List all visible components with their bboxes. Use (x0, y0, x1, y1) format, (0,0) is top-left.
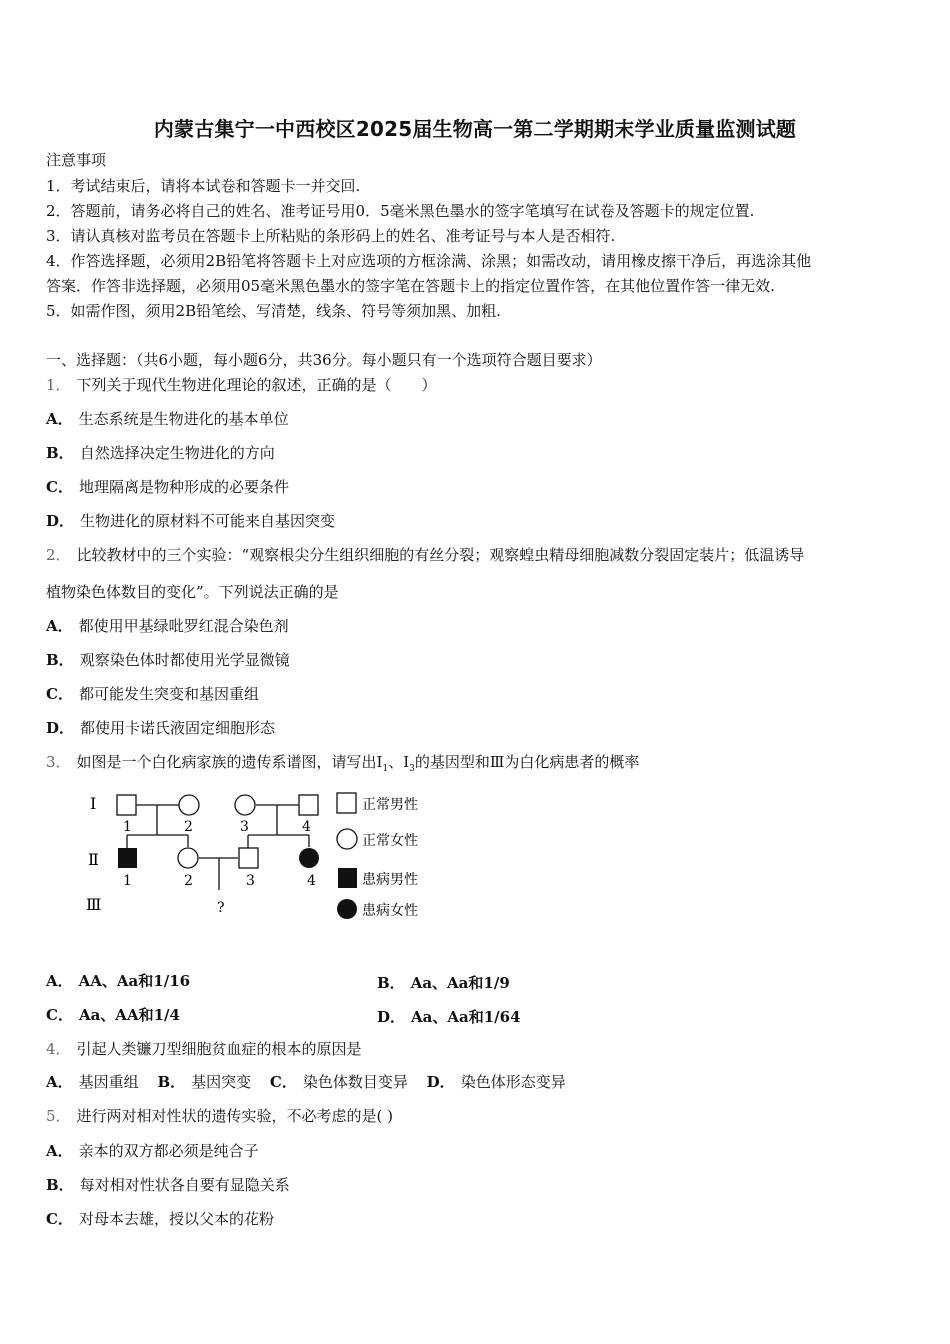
pedigree-chart (80, 785, 440, 930)
option-text: 基因重组 (78, 1073, 139, 1091)
notice-heading: 注意事项 (46, 151, 107, 169)
option-text: 每对相对性状各自要有显隐关系 (79, 1176, 290, 1194)
affected-female-symbol (299, 848, 319, 868)
individual-number: 2 (184, 819, 193, 835)
option-label: C． (46, 1006, 73, 1024)
question-number: 5． (46, 1107, 71, 1125)
page-title: 内蒙古集宁一中西校区2025届生物高一第二学期期末学业质量监测试题 (153, 117, 797, 141)
option-text: Aa、Aa和1/64 (411, 1008, 521, 1026)
section-heading: 一、选择题：（共6小题，每小题6分，共36分。每小题只有一个选项符合题目要求） (46, 351, 602, 369)
legend-label: 正常女性 (362, 833, 418, 849)
option-label: B． (46, 444, 74, 462)
q4-option-c (270, 1073, 408, 1091)
q2-option-d (46, 719, 906, 737)
q5-option-a (46, 1142, 906, 1160)
option-text: AA、Aa和1/16 (78, 972, 191, 990)
unknown-offspring-mark: ? (217, 900, 225, 916)
option-text: 生物进化的原材料不可能来自基因突变 (80, 512, 336, 530)
question-text: 下列关于现代生物进化理论的叙述，正确的是（ ） (76, 376, 437, 394)
option-label: A． (46, 1142, 73, 1160)
generation-label: Ⅰ (90, 794, 97, 813)
question-text: 引起人类镰刀型细胞贫血症的根本的原因是 (76, 1040, 362, 1058)
q2-option-a (46, 617, 906, 635)
option-label: C． (46, 1210, 73, 1228)
option-label: B． (46, 651, 74, 669)
notice-item: 1．考试结束后，请将本试卷和答题卡一并交回. (46, 177, 361, 195)
option-label: A． (46, 972, 73, 990)
question-number: 3． (46, 753, 71, 771)
affected-male-symbol (118, 848, 137, 868)
option-label: A． (46, 617, 73, 635)
normal-male-symbol (299, 795, 318, 815)
notice-item: 2．答题前，请务必将自己的姓名、准考证号用0．5毫米黑色墨水的签字笔填写在试卷及答题卡的规定位置. (46, 202, 755, 220)
option-text: 都可能发生突变和基因重组 (78, 685, 259, 703)
q5-option-c (46, 1210, 906, 1228)
individual-number: 4 (302, 819, 311, 835)
q2-option-b (46, 651, 906, 669)
question-text: 、Ⅰ (388, 753, 410, 771)
question-text: 如图是一个白化病家族的遗传系谱图，请写出Ⅰ (76, 753, 383, 771)
question-number: 2． (46, 546, 71, 564)
question-5-stem (46, 1107, 906, 1125)
q4-option-d (427, 1073, 566, 1091)
option-text: 生态系统是生物进化的基本单位 (78, 410, 289, 428)
option-label: C． (46, 478, 73, 496)
question-number: 1． (46, 376, 71, 394)
question-1-stem (46, 376, 906, 394)
option-label: B． (46, 1176, 74, 1194)
individual-number: 1 (123, 873, 132, 889)
legend-normal-female-icon (337, 829, 357, 849)
option-label: A． (46, 1073, 73, 1091)
subscript: 3 (409, 764, 415, 774)
question-text: 进行两对相对性状的遗传实验，不必考虑的是( ) (76, 1107, 394, 1125)
q1-option-a (46, 410, 906, 428)
normal-male-symbol (117, 795, 136, 815)
notice-item: 3．请认真核对监考员在答题卡上所粘贴的条形码上的姓名、准考证号与本人是否相符. (46, 227, 616, 245)
question-number: 4． (46, 1040, 71, 1058)
legend-normal-male-icon (337, 793, 356, 813)
q3-option-d (377, 1006, 521, 1027)
q4-option-a (46, 1073, 139, 1091)
q3-option-b (377, 972, 510, 993)
q2-option-c (46, 685, 906, 703)
option-text: Aa、Aa和1/9 (410, 974, 510, 992)
q4-option-b (157, 1073, 251, 1091)
normal-male-symbol (239, 848, 258, 868)
option-label: D． (377, 1008, 406, 1026)
normal-female-symbol (179, 795, 199, 815)
q1-option-c (46, 478, 906, 496)
normal-female-symbol (178, 848, 198, 868)
q1-option-d (46, 512, 906, 530)
option-label: A． (46, 410, 73, 428)
option-text: Aa、AA和1/4 (78, 1006, 180, 1024)
legend-label: 患病男性 (362, 872, 418, 888)
question-3-stem (46, 753, 906, 774)
option-text: 亲本的双方都必须是纯合子 (78, 1142, 259, 1160)
notice-item: 5．如需作图，须用2B铅笔绘、写清楚，线条、符号等须加黑、加粗. (46, 302, 501, 320)
subscript: 1 (382, 764, 389, 774)
generation-label: Ⅲ (86, 895, 102, 914)
option-label: C． (269, 1073, 297, 1091)
legend-label: 正常男性 (362, 797, 418, 813)
question-2-stem-cont: 植物染色体数目的变化”。下列说法正确的是 (46, 583, 339, 601)
notice-item: 4．作答选择题，必须用2B铅笔将答题卡上对应选项的方框涂满、涂黑；如需改动，请用橡皮擦干净后，再选涂其他 (46, 252, 812, 270)
option-label: B． (157, 1073, 186, 1091)
option-text: 染色体形态变异 (460, 1073, 566, 1091)
individual-number: 3 (240, 819, 249, 835)
individual-number: 3 (246, 873, 255, 889)
individual-number: 1 (123, 819, 132, 835)
option-label: D． (426, 1073, 455, 1091)
question-text: 的基因型和Ⅲ为白化病患者的概率 (414, 753, 640, 771)
q5-option-b (46, 1176, 906, 1194)
option-label: B． (377, 974, 405, 992)
legend-label: 患病女性 (362, 903, 418, 919)
option-text: 都使用卡诺氏液固定细胞形态 (80, 719, 276, 737)
question-text: 比较教材中的三个实验：“观察根尖分生组织细胞的有丝分裂；观察蝗虫精母细胞减数分裂固定装片；低温诱导 (76, 546, 805, 564)
individual-number: 2 (184, 873, 193, 889)
legend-affected-male-icon (338, 868, 357, 888)
individual-number: 4 (307, 873, 316, 889)
option-text: 观察染色体时都使用光学显微镜 (79, 651, 290, 669)
question-2-stem (46, 546, 906, 564)
q1-option-b (46, 444, 906, 462)
option-text: 对母本去雄，授以父本的花粉 (78, 1210, 274, 1228)
legend-affected-female-icon (337, 899, 357, 919)
option-text: 都使用甲基绿吡罗红混合染色剂 (78, 617, 289, 635)
option-text: 自然选择决定生物进化的方向 (79, 444, 275, 462)
option-text: 基因突变 (191, 1073, 252, 1091)
generation-label: Ⅱ (88, 850, 99, 869)
option-text: 地理隔离是物种形成的必要条件 (78, 478, 289, 496)
option-text: 染色体数目变异 (302, 1073, 408, 1091)
option-label: D． (46, 512, 75, 530)
q4-options (46, 1073, 906, 1091)
normal-female-symbol (235, 795, 255, 815)
notice-item: 答案．作答非选择题，必须用05毫米黑色墨水的签字笔在答题卡上的指定位置作答，在其他位置作答一律无效. (46, 277, 775, 295)
option-label: D． (46, 719, 75, 737)
option-label: C． (46, 685, 73, 703)
question-4-stem (46, 1040, 906, 1058)
